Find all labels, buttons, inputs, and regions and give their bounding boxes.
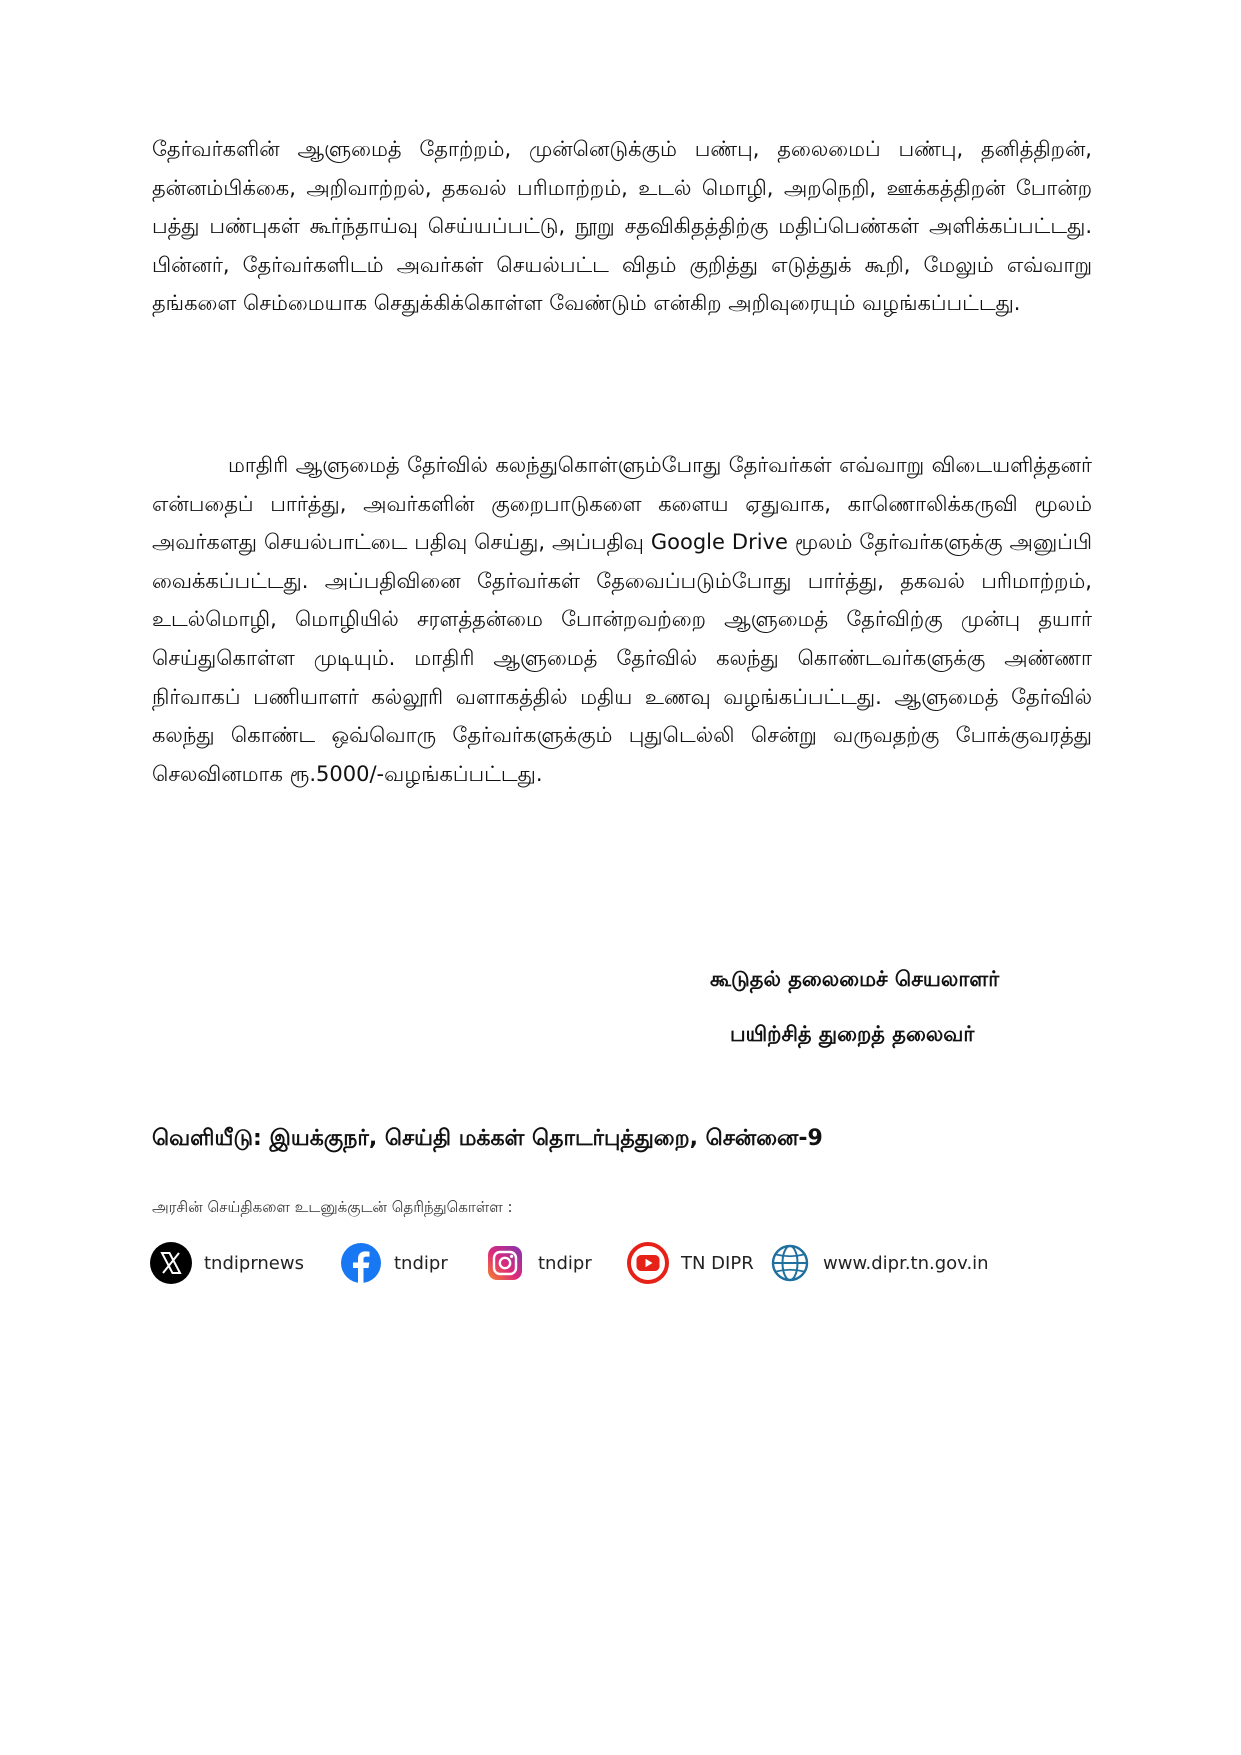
facebook-icon xyxy=(340,1242,382,1284)
x-twitter-icon xyxy=(150,1242,192,1284)
social-link-x[interactable] xyxy=(150,1242,340,1284)
social-handle-facebook: tndipr xyxy=(394,1252,448,1274)
youtube-icon xyxy=(627,1242,669,1284)
instagram-icon xyxy=(484,1242,526,1284)
social-link-instagram[interactable] xyxy=(484,1242,627,1284)
social-link-website[interactable] xyxy=(769,1242,989,1284)
globe-icon xyxy=(769,1242,811,1284)
social-handle-x: tndiprnews xyxy=(204,1252,304,1274)
signature-designation: கூடுதல் தலைமைச் செயலாளர் xyxy=(710,967,1000,991)
social-links-row xyxy=(150,1241,989,1285)
social-link-youtube[interactable] xyxy=(627,1242,769,1284)
body-paragraph-2: மாதிரி ஆளுமைத் தேர்வில் கலந்துகொள்ளும்போது தேர்வர்கள் எவ்வாறு விடையளித்தனர் என்பதைப் பார்த்து, அவர்களின் குறைபாடுகளை களைய ஏதுவாக, காணொலிக்கருவி மூலம் அவர்களது செயல்பாட்டை பதிவு செய்து, அப்பதிவு Google Drive மூலம் தேர்வர்களுக்கு அனுப்பி வைக்கப்பட்டது. அப்பதிவினை தேர்வர்கள் தேவைப்படும்போது பார்த்து, தகவல் பரிமாற்றம், உடல்மொழி, மொழியில் சரளத்தன்மை போன்றவற்றை ஆளுமைத் தேர்விற்கு முன்பு தயார் செய்துகொள்ள முடியும். மாதிரி ஆளுமைத் தேர்வில் கலந்து கொண்டவர்களுக்கு அண்ணா நிர்வாகப் பணியாளர் கல்லூரி வளாகத்தில் மதிய உணவு வழங்கப்பட்டது. ஆளுமைத் தேர்வில் கலந்து கொண்ட ஒவ்வொரு தேர்வர்களுக்கும் புதுடெல்லி சென்று வருவதற்கு போக்குவரத்து செலவினமாக ரூ.5000/-வழங்கப்பட்டது. xyxy=(152,453,1092,786)
social-link-facebook[interactable] xyxy=(340,1242,484,1284)
social-handle-youtube: TN DIPR xyxy=(681,1252,754,1274)
body-paragraph-1: தேர்வர்களின் ஆளுமைத் தோற்றம், முன்னெடுக்கும் பண்பு, தலைமைப் பண்பு, தனித்திறன், தன்னம்பிக்கை, அறிவாற்றல், தகவல் பரிமாற்றம், உடல் மொழி, அறநெறி, ஊக்கத்திறன் போன்ற பத்து பண்புகள் கூர்ந்தாய்வு செய்யப்பட்டு, நூறு சதவிகிதத்திற்கு மதிப்பெண்கள் அளிக்கப்பட்டது. பின்னர், தேர்வர்களிடம் அவர்கள் செயல்பட்ட விதம் குறித்து எடுத்துக் கூறி, மேலும் எவ்வாறு தங்களை செம்மையாக செதுக்கிக்கொள்ள வேண்டும் என்கிற அறிவுரையும் வழங்கப்பட்டது. xyxy=(152,137,1092,316)
follow-label: அரசின் செய்திகளை உடனுக்குடன் தெரிந்துகொள்ள : xyxy=(152,1198,513,1216)
release-line: வெளியீடு: இயக்குநர், செய்தி மக்கள் தொடர்புத்துறை, சென்னை-9 xyxy=(152,1126,823,1151)
signature-department: பயிற்சித் துறைத் தலைவர் xyxy=(730,1022,975,1046)
social-handle-website: www.dipr.tn.gov.in xyxy=(823,1252,989,1274)
social-handle-instagram: tndipr xyxy=(538,1252,592,1274)
